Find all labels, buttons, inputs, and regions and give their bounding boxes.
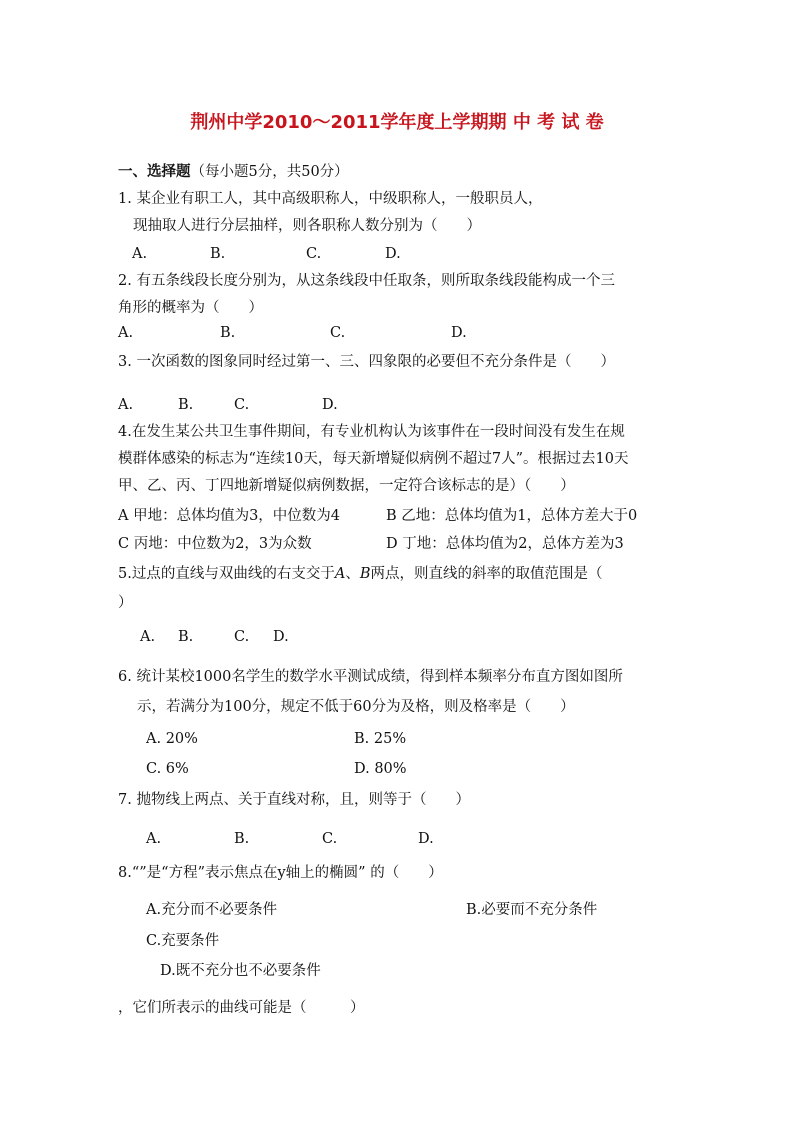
- q5-option-b: B.: [178, 629, 194, 645]
- q5-point-b: B: [359, 566, 371, 582]
- q4-option-c: C 丙地：中位数为2，3为众数: [118, 536, 312, 552]
- q3-option-d: D.: [322, 397, 338, 413]
- q5-option-d: D.: [273, 629, 289, 645]
- q6-line1: 6. 统计某校1000名学生的数学水平测试成绩，得到样本频率分布直方图如图所: [118, 669, 623, 685]
- q2-option-d: D.: [451, 325, 467, 341]
- q5-point-a: A: [334, 566, 346, 582]
- q6-option-d: D. 80%: [354, 761, 407, 777]
- q3-option-b: B.: [178, 397, 194, 413]
- q4-option-b: B 乙地：总体均值为1，总体方差大于0: [386, 508, 638, 524]
- q1-line2: 现抽取人进行分层抽样，则各职称人数分别为（ ）: [133, 218, 481, 234]
- q7-option-a: A.: [146, 831, 162, 847]
- q4-line3: 甲、乙、丙、丁四地新增疑似病例数据，一定符合该标志的是）（ ）: [118, 478, 575, 494]
- q7-option-b: B.: [234, 831, 250, 847]
- q8-line1: 8.“”是“方程”表示焦点在y轴上的椭圆” 的（ ）: [118, 865, 443, 881]
- q2-option-a: A.: [118, 325, 134, 341]
- q5-option-c: C.: [234, 629, 250, 645]
- section-heading-note: （每小题5分，共50分）: [190, 164, 349, 180]
- q6-option-a: A. 20%: [146, 731, 198, 747]
- q7-option-c: C.: [322, 831, 338, 847]
- q5-text-b: 两点，则直线的斜率的取值范围是（: [370, 566, 603, 582]
- q5-text-a: 5.过点的直线与双曲线的右支交于: [118, 566, 335, 582]
- q7-option-d: D.: [418, 831, 434, 847]
- q8-option-c: C.充要条件: [146, 933, 220, 949]
- q2-option-b: B.: [220, 325, 236, 341]
- q8-option-a: A.充分而不必要条件: [146, 902, 278, 918]
- q2-option-c: C.: [330, 325, 346, 341]
- q1-line1: 1. 某企业有职工人，其中高级职称人，中级职称人，一般职员人，: [118, 191, 543, 207]
- section-heading: [118, 162, 349, 182]
- q6-option-b: B. 25%: [354, 731, 407, 747]
- q1-option-a: A.: [132, 246, 148, 262]
- q1-option-b: B.: [210, 246, 226, 262]
- exam-title: 荆州中学2010～2011学年度上学期期 中 考 试 卷: [190, 112, 604, 133]
- q4-option-a: A 甲地：总体均值为3，中位数为4: [118, 508, 341, 524]
- q5-line2: ）: [118, 595, 133, 611]
- q6-option-c: C. 6%: [146, 761, 189, 777]
- q4-line1: 4.在发生某公共卫生事件期间，有专业机构认为该事件在一段时间没有发生在规: [118, 424, 625, 440]
- q3-option-a: A.: [118, 397, 134, 413]
- q8-option-d: D.既不充分也不必要条件: [160, 963, 321, 979]
- q5-line1: [118, 564, 602, 584]
- q1-option-d: D.: [385, 246, 401, 262]
- q3-line1: 3. 一次函数的图象同时经过第一、三、四象限的必要但不充分条件是（ ）: [118, 354, 615, 370]
- q9-line1: ，它们所表示的曲线可能是（ ）: [118, 1000, 365, 1016]
- section-heading-bold: 一、选择题: [118, 163, 191, 180]
- q7-line1: 7. 抛物线上两点、关于直线对称，且，则等于（ ）: [118, 792, 470, 808]
- q1-option-c: C.: [306, 246, 322, 262]
- q2-line2: 角形的概率为（ ）: [118, 300, 263, 316]
- q5-comma: 、: [345, 566, 360, 582]
- q3-option-c: C.: [234, 397, 250, 413]
- q2-line1: 2. 有五条线段长度分别为，从这条线段中任取条，则所取条线段能构成一个三: [118, 273, 615, 289]
- q4-option-d: D 丁地：总体均值为2，总体方差为3: [386, 536, 624, 552]
- q6-line2: 示，若满分为100分，规定不低于60分为及格，则及格率是（ ）: [137, 699, 575, 715]
- q8-option-b: B.必要而不充分条件: [466, 902, 598, 918]
- q4-line2: 模群体感染的标志为“连续10天，每天新增疑似病例不超过7人”。根据过去10天: [118, 451, 629, 467]
- q5-option-a: A.: [140, 629, 156, 645]
